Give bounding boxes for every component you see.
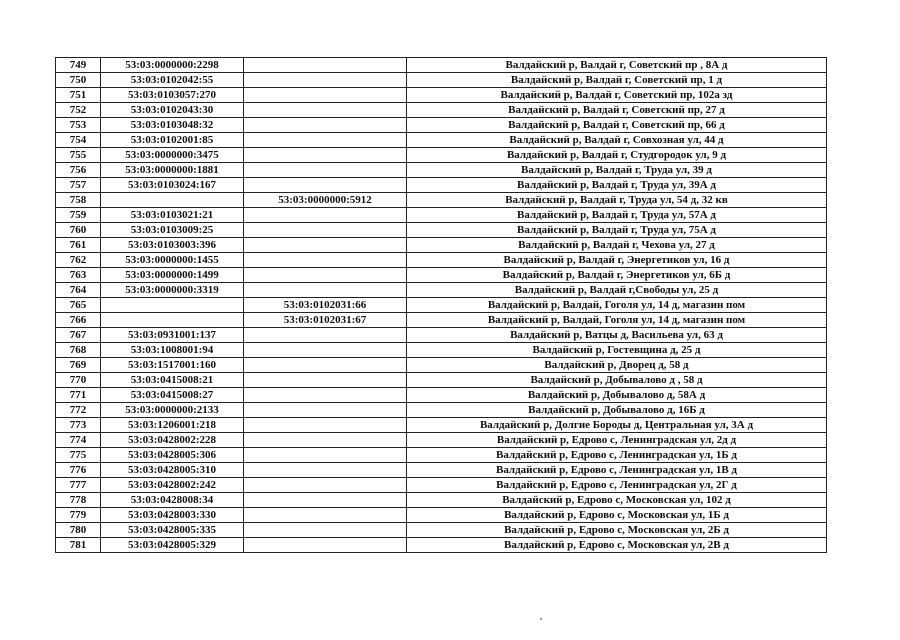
- table-row: [56, 238, 827, 253]
- address-cell: Валдайский р, Валдай г, Труда ул, 39 д: [407, 163, 827, 178]
- row-number-cell: 753: [56, 118, 101, 133]
- secondary-cadastral-number-cell: [244, 478, 407, 493]
- row-number-cell: 779: [56, 508, 101, 523]
- secondary-cadastral-number-cell: [244, 88, 407, 103]
- secondary-cadastral-number-cell: [244, 388, 407, 403]
- secondary-cadastral-number-cell: [244, 208, 407, 223]
- cadastral-number-cell: 53:03:0415008:21: [101, 373, 244, 388]
- address-cell: Валдайский р, Едрово с, Ленинградская ул, 2д д: [407, 433, 827, 448]
- secondary-cadastral-number-cell: [244, 73, 407, 88]
- table-row: [56, 493, 827, 508]
- table-row: [56, 478, 827, 493]
- table-row: [56, 133, 827, 148]
- secondary-cadastral-number-cell: [244, 508, 407, 523]
- address-cell: Валдайский р, Едрово с, Ленинградская ул, 1В д: [407, 463, 827, 478]
- cadastral-number-cell: 53:03:0103009:25: [101, 223, 244, 238]
- cadastral-number-cell: 53:03:1206001:218: [101, 418, 244, 433]
- cadastral-number-cell: 53:03:0000000:1455: [101, 253, 244, 268]
- secondary-cadastral-number-cell: [244, 433, 407, 448]
- address-cell: Валдайский р, Валдай г, Чехова ул, 27 д: [407, 238, 827, 253]
- secondary-cadastral-number-cell: [244, 163, 407, 178]
- address-cell: Валдайский р, Валдай г, Советский пр, 1 д: [407, 73, 827, 88]
- secondary-cadastral-number-cell: [244, 58, 407, 73]
- address-cell: Валдайский р, Долгие Бороды д, Центральная ул, 3А д: [407, 418, 827, 433]
- cadastral-number-cell: 53:03:0000000:3475: [101, 148, 244, 163]
- table-row: [56, 418, 827, 433]
- row-number-cell: 759: [56, 208, 101, 223]
- table-row: [56, 313, 827, 328]
- table-row: [56, 73, 827, 88]
- row-number-cell: 754: [56, 133, 101, 148]
- row-number-cell: 772: [56, 403, 101, 418]
- row-number-cell: 756: [56, 163, 101, 178]
- address-cell: Валдайский р, Едрово с, Московская ул, 2Б д: [407, 523, 827, 538]
- address-cell: Валдайский р, Едрово с, Ленинградская ул, 1Б д: [407, 448, 827, 463]
- cadastral-number-cell: 53:03:0000000:2298: [101, 58, 244, 73]
- table-row: [56, 298, 827, 313]
- table-row: [56, 178, 827, 193]
- table-row: [56, 403, 827, 418]
- cadastral-number-cell: 53:03:0103048:32: [101, 118, 244, 133]
- row-number-cell: 769: [56, 358, 101, 373]
- secondary-cadastral-number-cell: [244, 358, 407, 373]
- table-row: [56, 373, 827, 388]
- address-cell: Валдайский р, Валдай г, Труда ул, 75А д: [407, 223, 827, 238]
- row-number-cell: 774: [56, 433, 101, 448]
- table-row: [56, 448, 827, 463]
- address-cell: Валдайский р, Добывалово д, 58А д: [407, 388, 827, 403]
- cadastral-number-cell: [101, 313, 244, 328]
- table-row: [56, 58, 827, 73]
- address-cell: Валдайский р, Добывалово д , 58 д: [407, 373, 827, 388]
- row-number-cell: 775: [56, 448, 101, 463]
- secondary-cadastral-number-cell: [244, 148, 407, 163]
- cadastral-number-cell: 53:03:0102001:85: [101, 133, 244, 148]
- address-cell: Валдайский р, Валдай г, Энергетиков ул, 6Б д: [407, 268, 827, 283]
- row-number-cell: 750: [56, 73, 101, 88]
- table-row: [56, 88, 827, 103]
- secondary-cadastral-number-cell: [244, 103, 407, 118]
- row-number-cell: 773: [56, 418, 101, 433]
- cadastral-number-cell: 53:03:0103003:396: [101, 238, 244, 253]
- table-row: [56, 523, 827, 538]
- secondary-cadastral-number-cell: [244, 328, 407, 343]
- secondary-cadastral-number-cell: [244, 133, 407, 148]
- table-row: [56, 283, 827, 298]
- table-row: [56, 118, 827, 133]
- row-number-cell: 770: [56, 373, 101, 388]
- table-row: [56, 223, 827, 238]
- row-number-cell: 763: [56, 268, 101, 283]
- secondary-cadastral-number-cell: [244, 403, 407, 418]
- cadastral-number-cell: 53:03:0428002:228: [101, 433, 244, 448]
- cadastral-number-cell: 53:03:0000000:1499: [101, 268, 244, 283]
- secondary-cadastral-number-cell: [244, 463, 407, 478]
- address-cell: Валдайский р, Едрово с, Московская ул, 1Б д: [407, 508, 827, 523]
- secondary-cadastral-number-cell: [244, 538, 407, 553]
- address-cell: Валдайский р, Дворец д, 58 д: [407, 358, 827, 373]
- secondary-cadastral-number-cell: [244, 493, 407, 508]
- secondary-cadastral-number-cell: [244, 418, 407, 433]
- cadastral-number-cell: 53:03:0102043:30: [101, 103, 244, 118]
- secondary-cadastral-number-cell: [244, 118, 407, 133]
- table-row: [56, 463, 827, 478]
- row-number-cell: 751: [56, 88, 101, 103]
- address-cell: Валдайский р, Валдай г, Советский пр, 66 д: [407, 118, 827, 133]
- address-cell: Валдайский р, Валдай г, Советский пр , 8А д: [407, 58, 827, 73]
- cadastral-number-cell: 53:03:0428003:330: [101, 508, 244, 523]
- cadastral-number-cell: 53:03:0103024:167: [101, 178, 244, 193]
- row-number-cell: 776: [56, 463, 101, 478]
- address-cell: Валдайский р, Валдай г, Студгородок ул, 9 д: [407, 148, 827, 163]
- row-number-cell: 777: [56, 478, 101, 493]
- address-cell: Валдайский р, Добывалово д, 16Б д: [407, 403, 827, 418]
- registry-table-body: [56, 58, 827, 553]
- row-number-cell: 752: [56, 103, 101, 118]
- table-row: [56, 193, 827, 208]
- table-row: [56, 328, 827, 343]
- secondary-cadastral-number-cell: [244, 373, 407, 388]
- row-number-cell: 780: [56, 523, 101, 538]
- row-number-cell: 762: [56, 253, 101, 268]
- address-cell: Валдайский р, Валдай г,Свободы ул, 25 д: [407, 283, 827, 298]
- cadastral-number-cell: 53:03:0415008:27: [101, 388, 244, 403]
- secondary-cadastral-number-cell: [244, 253, 407, 268]
- cadastral-number-cell: 53:03:0000000:1881: [101, 163, 244, 178]
- address-cell: Валдайский р, Валдай г, Советский пр, 27 д: [407, 103, 827, 118]
- table-row: [56, 208, 827, 223]
- secondary-cadastral-number-cell: 53:03:0102031:66: [244, 298, 407, 313]
- cadastral-number-cell: [101, 193, 244, 208]
- table-row: [56, 253, 827, 268]
- row-number-cell: 749: [56, 58, 101, 73]
- row-number-cell: 761: [56, 238, 101, 253]
- address-cell: Валдайский р, Гостевщина д, 25 д: [407, 343, 827, 358]
- secondary-cadastral-number-cell: [244, 448, 407, 463]
- address-cell: Валдайский р, Ватцы д, Васильева ул, 63 д: [407, 328, 827, 343]
- scan-speck: [540, 618, 542, 620]
- cadastral-number-cell: 53:03:0428005:335: [101, 523, 244, 538]
- row-number-cell: 757: [56, 178, 101, 193]
- row-number-cell: 755: [56, 148, 101, 163]
- secondary-cadastral-number-cell: [244, 283, 407, 298]
- secondary-cadastral-number-cell: [244, 268, 407, 283]
- address-cell: Валдайский р, Валдай г, Труда ул, 39А д: [407, 178, 827, 193]
- address-cell: Валдайский р, Валдай г, Труда ул, 54 д, 32 кв: [407, 193, 827, 208]
- cadastral-number-cell: 53:03:0428005:306: [101, 448, 244, 463]
- table-row: [56, 433, 827, 448]
- cadastral-number-cell: 53:03:1517001:160: [101, 358, 244, 373]
- address-cell: Валдайский р, Валдай, Гоголя ул, 14 д, магазин пом: [407, 313, 827, 328]
- address-cell: Валдайский р, Валдай г, Советский пр, 102а зд: [407, 88, 827, 103]
- row-number-cell: 768: [56, 343, 101, 358]
- cadastral-number-cell: [101, 298, 244, 313]
- row-number-cell: 765: [56, 298, 101, 313]
- secondary-cadastral-number-cell: [244, 343, 407, 358]
- address-cell: Валдайский р, Валдай г, Труда ул, 57А д: [407, 208, 827, 223]
- row-number-cell: 781: [56, 538, 101, 553]
- cadastral-number-cell: 53:03:0428005:329: [101, 538, 244, 553]
- cadastral-number-cell: 53:03:0931001:137: [101, 328, 244, 343]
- cadastral-number-cell: 53:03:0000000:2133: [101, 403, 244, 418]
- cadastral-number-cell: 53:03:1008001:94: [101, 343, 244, 358]
- table-row: [56, 343, 827, 358]
- cadastral-number-cell: 53:03:0428002:242: [101, 478, 244, 493]
- secondary-cadastral-number-cell: [244, 238, 407, 253]
- cadastral-number-cell: 53:03:0103057:270: [101, 88, 244, 103]
- table-row: [56, 103, 827, 118]
- table-row: [56, 148, 827, 163]
- cadastral-number-cell: 53:03:0000000:3319: [101, 283, 244, 298]
- row-number-cell: 758: [56, 193, 101, 208]
- row-number-cell: 771: [56, 388, 101, 403]
- row-number-cell: 766: [56, 313, 101, 328]
- row-number-cell: 764: [56, 283, 101, 298]
- address-cell: Валдайский р, Едрово с, Московская ул, 2В д: [407, 538, 827, 553]
- property-registry-table: [55, 57, 827, 553]
- row-number-cell: 767: [56, 328, 101, 343]
- table-row: [56, 508, 827, 523]
- cadastral-number-cell: 53:03:0428005:310: [101, 463, 244, 478]
- cadastral-number-cell: 53:03:0102042:55: [101, 73, 244, 88]
- address-cell: Валдайский р, Валдай г, Энергетиков ул, 16 д: [407, 253, 827, 268]
- row-number-cell: 778: [56, 493, 101, 508]
- cadastral-number-cell: 53:03:0103021:21: [101, 208, 244, 223]
- secondary-cadastral-number-cell: [244, 223, 407, 238]
- table-row: [56, 538, 827, 553]
- table-row: [56, 388, 827, 403]
- row-number-cell: 760: [56, 223, 101, 238]
- cadastral-number-cell: 53:03:0428008:34: [101, 493, 244, 508]
- address-cell: Валдайский р, Валдай г, Совхозная ул, 44 д: [407, 133, 827, 148]
- address-cell: Валдайский р, Валдай, Гоголя ул, 14 д, магазин пом: [407, 298, 827, 313]
- secondary-cadastral-number-cell: [244, 523, 407, 538]
- secondary-cadastral-number-cell: 53:03:0000000:5912: [244, 193, 407, 208]
- table-row: [56, 163, 827, 178]
- table-row: [56, 358, 827, 373]
- address-cell: Валдайский р, Едрово с, Московская ул, 102 д: [407, 493, 827, 508]
- secondary-cadastral-number-cell: [244, 178, 407, 193]
- secondary-cadastral-number-cell: 53:03:0102031:67: [244, 313, 407, 328]
- address-cell: Валдайский р, Едрово с, Ленинградская ул, 2Г д: [407, 478, 827, 493]
- table-row: [56, 268, 827, 283]
